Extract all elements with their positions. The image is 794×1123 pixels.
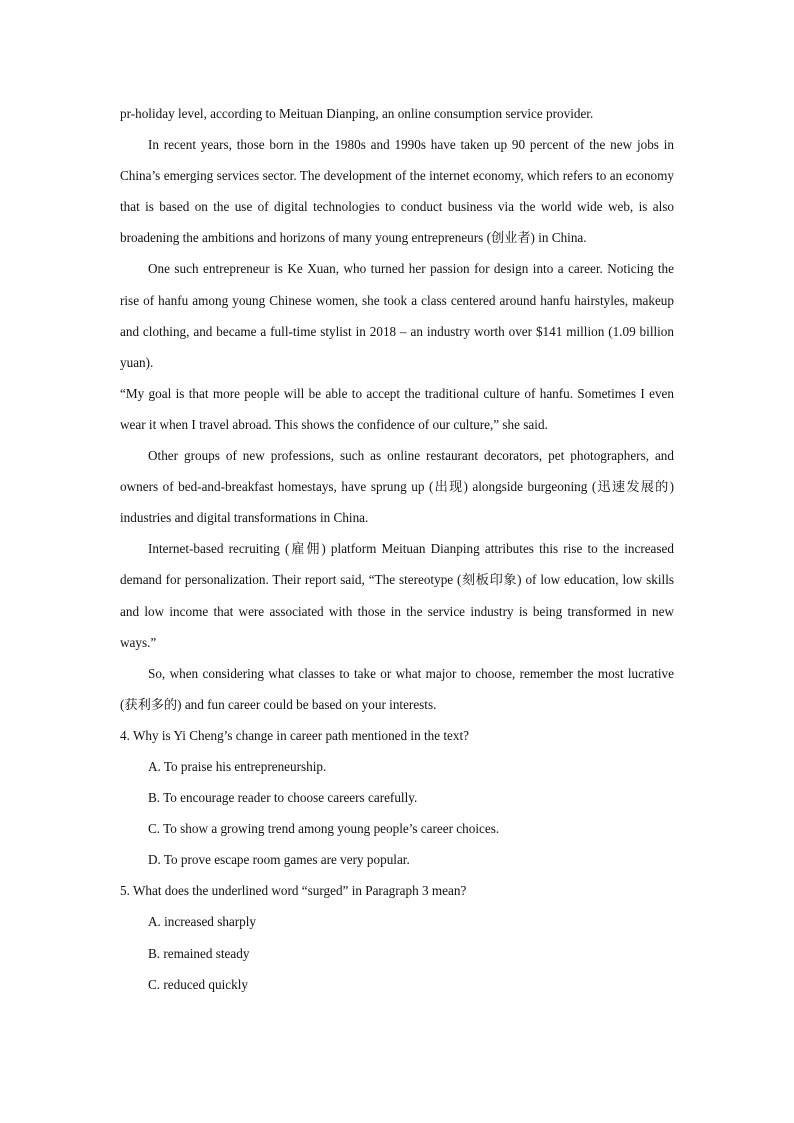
passage-paragraph-2: One such entrepreneur is Ke Xuan, who turned her passion for design into a career. Noticing the rise of hanfu among young Chinese women, she took a class centered around hanfu hairstyles, makeup and clothing, and became a full-time stylist in 2018 – an industry worth over $141 million (1.09 billion yuan). xyxy=(120,261,674,370)
question-5-option-c: C. reduced quickly xyxy=(148,976,248,992)
question-5-option-a: A. increased sharply xyxy=(148,914,257,930)
question-4-option-d: D. To prove escape room games are very popular. xyxy=(148,852,410,868)
question-4-option-a: A. To praise his entrepreneurship. xyxy=(148,758,327,774)
passage-paragraph-1: In recent years, those born in the 1980s and 1990s have taken up 90 percent of the new jobs in China’s emerging services sector. The development of the internet economy, which refers to an economy that is based on the use of digital technologies to conduct business via the world wide web, is also broadening the ambitions and horizons of many young entrepreneurs (创业者) in China. xyxy=(120,137,674,246)
passage-paragraph-3: “My goal is that more people will be able to accept the traditional culture of hanfu. Sometimes I even wear it when I travel abroad. This shows the confidence of our culture,” she said. xyxy=(120,385,674,432)
question-5-stem: 5. What does the underlined word “surged” in Paragraph 3 mean? xyxy=(120,883,467,899)
passage-paragraph-0: pr-holiday level, according to Meituan Dianping, an online consumption service provider. xyxy=(120,106,594,121)
question-4-option-b: B. To encourage reader to choose careers carefully. xyxy=(148,790,418,806)
question-4-stem: 4. Why is Yi Cheng’s change in career path mentioned in the text? xyxy=(120,727,470,743)
passage-paragraph-5: Internet-based recruiting (雇佣) platform Meituan Dianping attributes this rise to the increased demand for personalization. Their report said, “The stereotype (刻板印象) of low education, low skills and low income that were associated with those in the service industry is being transformed in new ways.” xyxy=(120,541,674,650)
passage-paragraph-6: So, when considering what classes to take or what major to choose, remember the most lucrative (获利多的) and fun career could be based on your interests. xyxy=(120,665,674,712)
document-page xyxy=(120,98,674,1000)
passage-paragraph-4: Other groups of new professions, such as online restaurant decorators, pet photographers, and owners of bed-and-breakfast homestays, have sprung up (出现) alongside burgeoning (迅速发展的) industries and digital transformations in China. xyxy=(120,448,674,526)
question-5-option-b: B. remained steady xyxy=(148,945,250,961)
question-4-option-c: C. To show a growing trend among young people’s career choices. xyxy=(148,821,500,837)
